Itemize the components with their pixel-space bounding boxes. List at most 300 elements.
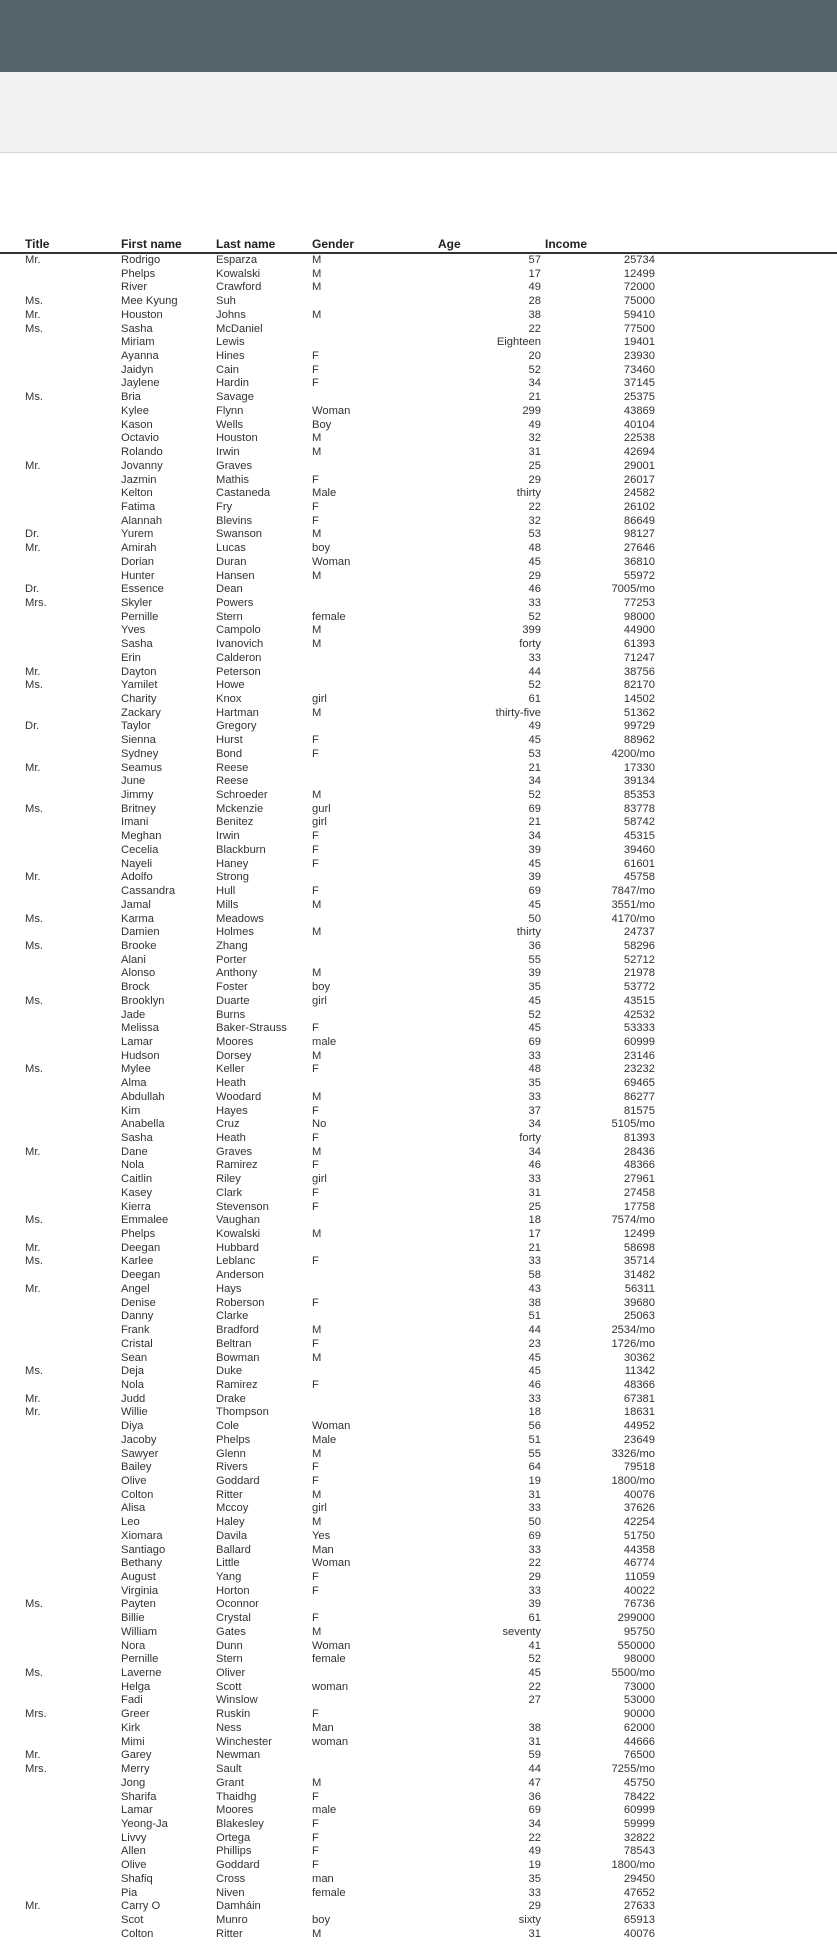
cell-last-name: Goddard (216, 1859, 260, 1872)
table-row (0, 1022, 837, 1036)
cell-first-name: Nola (121, 1159, 145, 1172)
table-row (0, 926, 837, 940)
cell-gender: F (312, 1132, 319, 1144)
cell-title: Mr. (25, 1282, 41, 1295)
cell-gender: Woman (312, 404, 351, 417)
cell-first-name: Allen (121, 1845, 146, 1858)
cell-first-name: Brooke (121, 939, 157, 952)
table-row (0, 570, 837, 584)
cell-age: 46 (528, 583, 541, 596)
cell-gender: M (312, 789, 322, 802)
cell-first-name: Pia (121, 1886, 138, 1899)
table-row (0, 1530, 837, 1544)
cell-income: 39134 (623, 775, 655, 788)
table-row (0, 419, 837, 433)
cell-gender: M (312, 1447, 322, 1460)
table-row (0, 1585, 837, 1599)
table-row (0, 1063, 837, 1077)
cell-income: 88962 (623, 734, 655, 747)
table-row (0, 1928, 837, 1942)
cell-first-name: August (121, 1571, 156, 1583)
table-row (0, 995, 837, 1009)
cell-gender: F (312, 1845, 319, 1858)
cell-first-name: Kelton (121, 487, 153, 500)
table-row (0, 1571, 837, 1585)
cell-gender: boy (312, 542, 331, 555)
cell-gender: F (312, 1474, 319, 1487)
table-row (0, 1009, 837, 1023)
cell-gender: Male (312, 1433, 337, 1446)
cell-age: 22 (528, 1557, 541, 1570)
cell-last-name: Heath (216, 1132, 246, 1144)
table-row (0, 1900, 837, 1914)
cell-age: 39 (528, 871, 541, 884)
cell-first-name: Pernille (121, 610, 159, 623)
cell-age: 52 (528, 1008, 541, 1021)
cell-age: 35 (528, 1077, 541, 1090)
cell-last-name: Mills (216, 898, 239, 911)
table-row (0, 1050, 837, 1064)
table-row (0, 666, 837, 680)
cell-first-name: Phelps (121, 1228, 156, 1241)
cell-last-name: Castaneda (216, 487, 271, 500)
table-row (0, 1228, 837, 1242)
cell-gender: F (312, 1461, 319, 1474)
cell-first-name: Virginia (121, 1584, 159, 1597)
cell-age: 69 (528, 802, 541, 815)
cell-gender: Man (312, 1721, 334, 1734)
cell-income: 12499 (623, 267, 655, 280)
cell-age: 19 (528, 1474, 541, 1487)
cell-income: 58742 (623, 816, 655, 829)
cell-income: 42532 (623, 1008, 655, 1021)
cell-age: forty (519, 1132, 541, 1144)
cell-title: Mr. (25, 1145, 41, 1158)
cell-gender: woman (312, 1680, 349, 1693)
cell-title: Ms. (25, 994, 44, 1007)
table-row (0, 583, 837, 597)
cell-first-name: Jaidyn (121, 363, 154, 376)
table-row (0, 528, 837, 542)
cell-age: 45 (528, 734, 541, 747)
cell-last-name: Cruz (216, 1118, 240, 1131)
cell-first-name: Frank (121, 1324, 150, 1337)
cell-first-name: Bria (121, 391, 141, 404)
cell-title: Mr. (25, 1900, 41, 1913)
cell-gender: F (312, 1708, 319, 1721)
cell-first-name: William (121, 1625, 158, 1638)
cell-last-name: Hurst (216, 734, 243, 747)
cell-age: 45 (528, 1022, 541, 1035)
cell-gender: Woman (312, 555, 351, 568)
cell-title: Mr. (25, 1241, 41, 1254)
cell-first-name: Deja (121, 1365, 145, 1378)
cell-age: 55 (528, 1447, 541, 1460)
cell-title: Ms. (25, 1667, 44, 1680)
cell-income: 95750 (623, 1625, 655, 1638)
cell-gender: F (312, 500, 319, 513)
cell-age: 53 (528, 747, 541, 760)
table-row (0, 501, 837, 515)
cell-gender: No (312, 1118, 327, 1131)
table-row (0, 1448, 837, 1462)
cell-first-name: Kierra (121, 1200, 151, 1213)
cell-first-name: Jovanny (121, 459, 163, 472)
cell-last-name: Blevins (216, 514, 253, 527)
cell-income: 86277 (623, 1090, 655, 1103)
cell-last-name: Savage (216, 391, 254, 404)
cell-gender: F (312, 514, 319, 527)
table-row (0, 1626, 837, 1640)
table-row (0, 1736, 837, 1750)
cell-first-name: Fadi (121, 1694, 143, 1707)
table-row (0, 775, 837, 789)
cell-last-name: Beltran (216, 1337, 252, 1350)
cell-income: 48366 (623, 1378, 655, 1391)
table-row (0, 611, 837, 625)
cell-first-name: Jacoby (121, 1433, 157, 1446)
cell-last-name: Wells (216, 418, 244, 431)
cell-age: 69 (528, 1804, 541, 1817)
cell-last-name: Grant (216, 1776, 244, 1789)
cell-gender: girl (312, 994, 327, 1007)
cell-first-name: Livvy (121, 1831, 147, 1844)
table-row (0, 1640, 837, 1654)
table-row (0, 1187, 837, 1201)
cell-last-name: Kowalski (216, 1228, 261, 1241)
cell-first-name: Ayanna (121, 350, 159, 363)
cell-last-name: Horton (216, 1584, 250, 1597)
cell-last-name: Benitez (216, 816, 254, 829)
cell-income: 37145 (623, 377, 655, 390)
cell-first-name: Xiomara (121, 1529, 163, 1542)
cell-income: 42254 (623, 1516, 655, 1529)
cell-age: thirty (516, 487, 541, 500)
table-row (0, 405, 837, 419)
table-row (0, 1859, 837, 1873)
cell-first-name: Adolfo (121, 871, 153, 884)
cell-first-name: Lamar (121, 1804, 153, 1817)
cell-first-name: Kylee (121, 404, 149, 417)
cell-first-name: Sean (121, 1351, 148, 1364)
cell-age: 51 (528, 1310, 541, 1323)
cell-first-name: Mimi (121, 1735, 145, 1748)
cell-age: 33 (528, 1886, 541, 1899)
cell-first-name: Yurem (121, 528, 154, 541)
cell-gender: Male (312, 487, 337, 500)
cell-income: 40076 (623, 1488, 655, 1501)
cell-last-name: Burns (216, 1008, 246, 1021)
cell-age: 45 (528, 555, 541, 568)
cell-first-name: Alisa (121, 1502, 146, 1515)
cell-age: forty (519, 638, 541, 651)
cell-gender: girl (312, 693, 327, 705)
cell-age: 55 (528, 953, 541, 966)
cell-first-name: Scot (121, 1913, 144, 1926)
table-row (0, 1708, 837, 1722)
cell-age: 35 (528, 981, 541, 994)
cell-income: 29450 (623, 1872, 655, 1885)
cell-first-name: River (121, 281, 148, 294)
cell-last-name: Ortega (216, 1831, 251, 1844)
cell-gender: M (312, 1049, 322, 1062)
cell-first-name: Essence (121, 583, 164, 596)
cell-age: thirty (516, 926, 541, 939)
cell-title: Mr. (25, 459, 41, 472)
table-row (0, 295, 837, 309)
table-row (0, 954, 837, 968)
cell-income: 67381 (623, 1392, 655, 1405)
cell-first-name: Helga (121, 1680, 151, 1693)
cell-title: Ms. (25, 1598, 44, 1611)
cell-gender: female (312, 1653, 346, 1666)
cell-age: 18 (528, 1214, 541, 1227)
cell-income: 76736 (623, 1598, 655, 1611)
cell-income: 98127 (623, 528, 655, 541)
cell-first-name: Emmalee (121, 1214, 169, 1227)
cell-income: 7255/mo (611, 1763, 655, 1776)
cell-income: 44900 (623, 624, 655, 637)
cell-income: 4200/mo (611, 747, 655, 760)
cell-age: 31 (528, 1927, 541, 1940)
table-row (0, 1324, 837, 1338)
table-row (0, 474, 837, 488)
cell-last-name: Graves (216, 459, 253, 472)
cell-first-name: Kason (121, 418, 153, 431)
cell-gender: F (312, 1104, 319, 1117)
cell-first-name: Anabella (121, 1118, 165, 1131)
cell-gender: F (312, 857, 319, 870)
cell-age: 33 (528, 1543, 541, 1556)
cell-last-name: Thaidhg (216, 1790, 257, 1803)
cell-gender: F (312, 1790, 319, 1803)
cell-age: 23 (528, 1337, 541, 1350)
cell-first-name: Yves (121, 624, 146, 637)
table-row (0, 1667, 837, 1681)
cell-age: 299 (522, 404, 541, 417)
cell-last-name: Moores (216, 1035, 254, 1048)
cell-last-name: Stern (216, 1653, 243, 1666)
cell-gender: M (312, 706, 322, 719)
cell-age: 21 (528, 391, 541, 404)
cell-age: 49 (528, 720, 541, 733)
cell-age: 52 (528, 789, 541, 802)
table-row (0, 336, 837, 350)
cell-income: 27633 (623, 1900, 655, 1913)
cell-income: 24582 (623, 487, 655, 500)
cell-last-name: Foster (216, 981, 248, 994)
cell-last-name: Johns (216, 308, 246, 321)
cell-last-name: Cole (216, 1420, 240, 1433)
cell-income: 59999 (623, 1817, 655, 1830)
cell-age: 17 (528, 1228, 541, 1241)
cell-first-name: Britney (121, 802, 156, 815)
table-row (0, 858, 837, 872)
cell-age: 45 (528, 898, 541, 911)
cell-first-name: Sydney (121, 747, 159, 760)
cell-age: 57 (528, 254, 541, 266)
cell-age: 45 (528, 1667, 541, 1680)
cell-age: thirty-five (495, 706, 541, 719)
cell-age: 44 (528, 1763, 541, 1776)
table-row (0, 1777, 837, 1791)
cell-age: 39 (528, 843, 541, 856)
table-row (0, 885, 837, 899)
cell-first-name: Angel (121, 1282, 150, 1295)
column-header-title: Title (25, 237, 50, 251)
cell-gender: M (312, 1145, 322, 1158)
cell-gender: M (312, 1927, 322, 1940)
cell-last-name: Hardin (216, 377, 249, 390)
cell-age: 52 (528, 1653, 541, 1666)
cell-age: 399 (522, 624, 541, 637)
cell-last-name: Drake (216, 1392, 246, 1405)
cell-last-name: Knox (216, 693, 242, 705)
cell-income: 52712 (623, 953, 655, 966)
cell-gender: F (312, 885, 319, 898)
cell-first-name: Rodrigo (121, 254, 161, 266)
cell-income: 5105/mo (611, 1118, 655, 1131)
cell-age: 41 (528, 1639, 541, 1652)
cell-income: 77253 (623, 596, 655, 609)
cell-age: 22 (528, 1831, 541, 1844)
cell-income: 36810 (623, 555, 655, 568)
table-row (0, 967, 837, 981)
cell-last-name: Munro (216, 1913, 248, 1926)
cell-income: 23649 (623, 1433, 655, 1446)
cell-age: 45 (528, 994, 541, 1007)
table-row (0, 446, 837, 460)
cell-income: 22538 (623, 432, 655, 445)
cell-last-name: McDaniel (216, 322, 263, 335)
cell-age: 49 (528, 281, 541, 294)
cell-last-name: Swanson (216, 528, 263, 541)
cell-last-name: Mckenzie (216, 802, 264, 815)
cell-income: 24737 (623, 926, 655, 939)
cell-last-name: Zhang (216, 939, 248, 952)
cell-income: 4170/mo (611, 912, 655, 925)
cell-last-name: Bowman (216, 1351, 260, 1364)
cell-last-name: Ness (216, 1721, 242, 1734)
cell-first-name: Deegan (121, 1269, 161, 1282)
table-row (0, 1818, 837, 1832)
cell-first-name: Nayeli (121, 857, 153, 870)
table-row (0, 1338, 837, 1352)
table-row (0, 323, 837, 337)
table-row (0, 1132, 837, 1146)
cell-last-name: Oliver (216, 1667, 246, 1680)
cell-last-name: Haney (216, 857, 249, 870)
table-row (0, 940, 837, 954)
cell-age: 49 (528, 1845, 541, 1858)
cell-income: 17758 (623, 1200, 655, 1213)
cell-age: 53 (528, 528, 541, 541)
cell-gender: gurl (312, 802, 331, 815)
table-row (0, 515, 837, 529)
table-row (0, 844, 837, 858)
column-header-first-name: First name (121, 237, 182, 251)
cell-gender: M (312, 281, 322, 294)
cell-last-name: Ballard (216, 1543, 251, 1556)
cell-first-name: Judd (121, 1392, 146, 1405)
cell-first-name: Skyler (121, 596, 153, 609)
table-row (0, 1887, 837, 1901)
table-row (0, 1146, 837, 1160)
cell-income: 40022 (623, 1584, 655, 1597)
cell-first-name: Deegan (121, 1241, 161, 1254)
cell-last-name: Hartman (216, 706, 259, 719)
cell-first-name: Seamus (121, 761, 163, 774)
cell-income: 1800/mo (611, 1474, 655, 1487)
cell-gender: F (312, 1296, 319, 1309)
cell-last-name: Meadows (216, 912, 264, 925)
cell-last-name: Stevenson (216, 1200, 269, 1213)
cell-last-name: Damháin (216, 1900, 261, 1913)
cell-last-name: Ramirez (216, 1378, 258, 1391)
cell-gender: Boy (312, 418, 332, 431)
cell-income: 58296 (623, 939, 655, 952)
table-row (0, 789, 837, 803)
cell-income: 51750 (623, 1529, 655, 1542)
cell-last-name: Clarke (216, 1310, 249, 1323)
cell-last-name: Leblanc (216, 1255, 256, 1268)
cell-income: 43515 (623, 994, 655, 1007)
cell-gender: M (312, 1516, 322, 1529)
cell-age: 29 (528, 473, 541, 486)
cell-age: Eighteen (496, 336, 541, 349)
table-row (0, 1749, 837, 1763)
data-table (0, 236, 837, 1941)
cell-first-name: Leo (121, 1516, 140, 1529)
table-row (0, 542, 837, 556)
cell-age: 50 (528, 1516, 541, 1529)
cell-last-name: Peterson (216, 665, 261, 678)
cell-age: 56 (528, 1420, 541, 1433)
cell-income: 25734 (623, 254, 655, 266)
cell-last-name: Little (216, 1557, 240, 1570)
cell-income: 18631 (623, 1406, 655, 1419)
cell-age: 44 (528, 1324, 541, 1337)
table-row (0, 913, 837, 927)
cell-income: 98000 (623, 610, 655, 623)
cell-gender: woman (312, 1735, 349, 1748)
cell-gender: M (312, 638, 322, 651)
cell-gender: Woman (312, 1639, 351, 1652)
cell-title: Ms. (25, 679, 44, 692)
cell-gender: F (312, 1584, 319, 1597)
cell-income: 46774 (623, 1557, 655, 1570)
toolbar-area (0, 72, 837, 153)
cell-gender: girl (312, 1173, 327, 1186)
cell-gender: F (312, 1831, 319, 1844)
cell-title: Mr. (25, 308, 41, 321)
table-row (0, 391, 837, 405)
table-row (0, 281, 837, 295)
cell-income: 61601 (623, 857, 655, 870)
cell-first-name: Lamar (121, 1035, 153, 1048)
cell-age: 34 (528, 1145, 541, 1158)
cell-last-name: Hansen (216, 569, 255, 582)
cell-age: 69 (528, 1035, 541, 1048)
cell-title: Ms. (25, 1255, 44, 1268)
cell-last-name: Baker-Strauss (216, 1022, 287, 1035)
cell-first-name: Colton (121, 1927, 154, 1940)
cell-gender: F (312, 747, 319, 760)
table-row (0, 597, 837, 611)
table-row (0, 1393, 837, 1407)
cell-title: Mr. (25, 1392, 41, 1405)
cell-first-name: Jamal (121, 898, 151, 911)
